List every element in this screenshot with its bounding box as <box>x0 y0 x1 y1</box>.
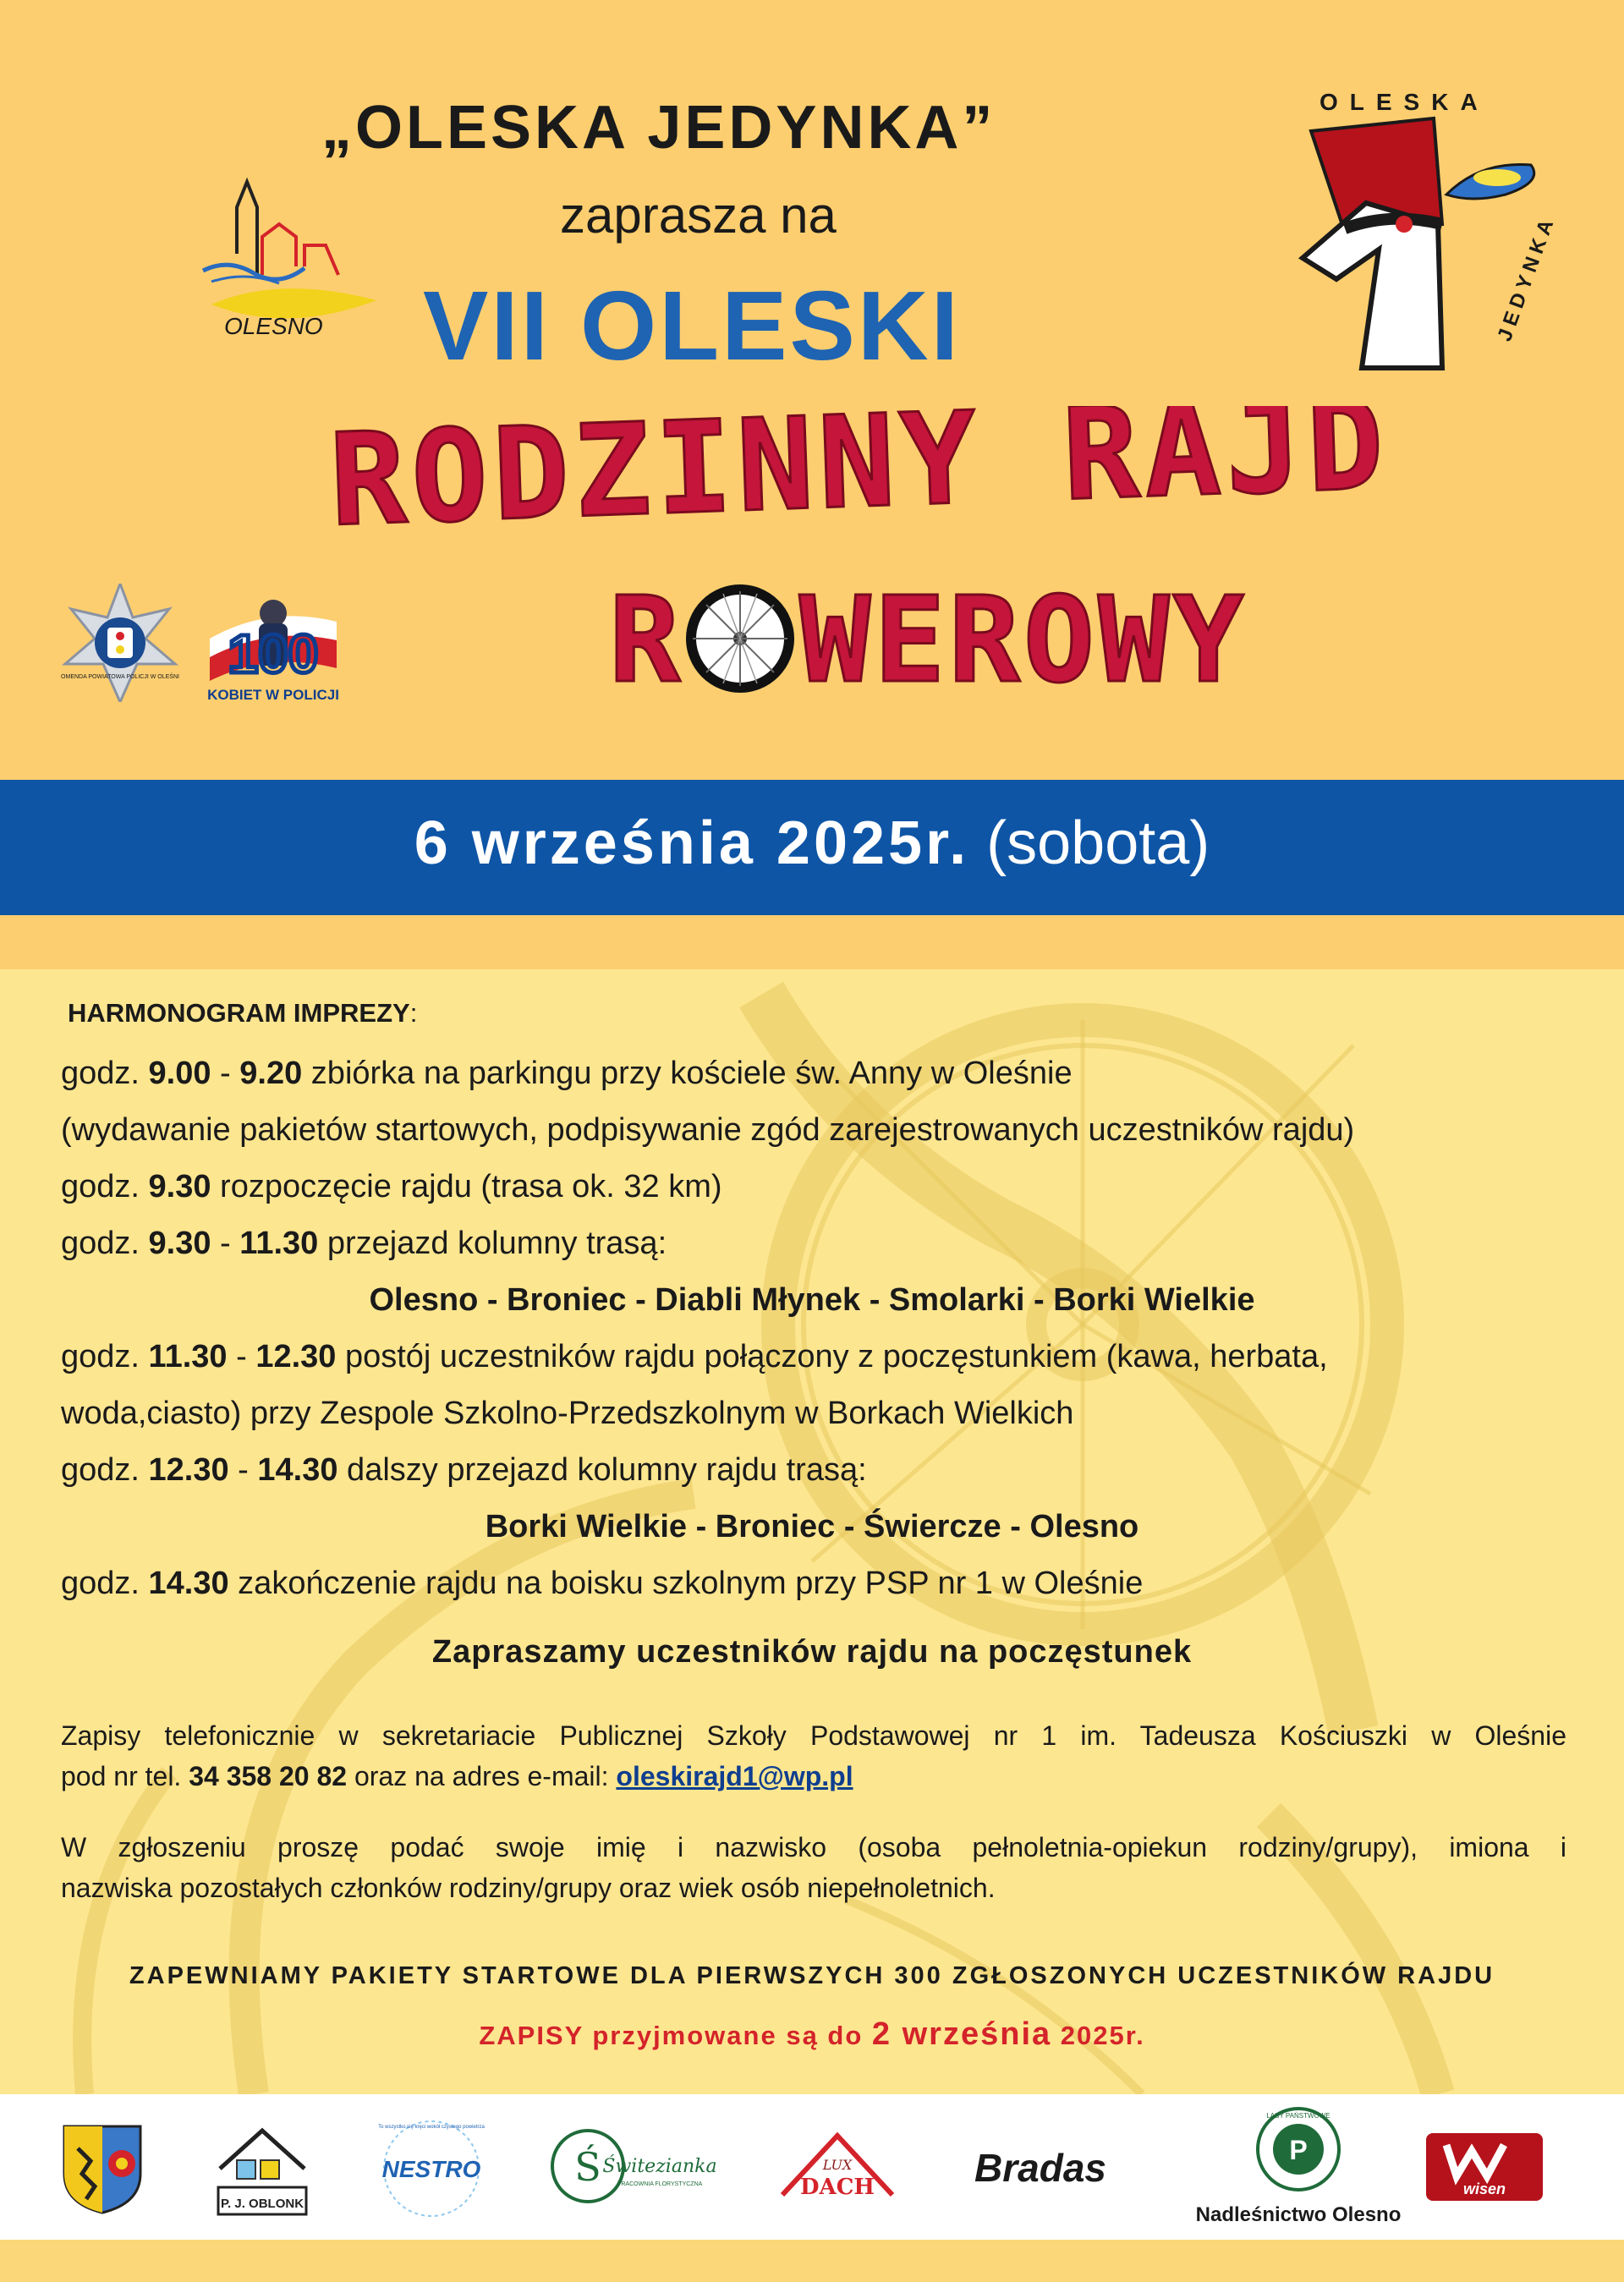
bradas-text: Bradas <box>974 2146 1106 2190</box>
deadline-notice <box>0 2016 1624 2053</box>
application-note <box>61 1827 1566 1908</box>
note-line-2: nazwiska pozostałych członków rodziny/grupy oraz wiek osób niepełnoletnich. <box>61 1873 996 1903</box>
s-time: 14.30 <box>148 1566 229 1601</box>
event-date-bold: 6 września 2025r. <box>414 809 970 877</box>
s-text: godz. <box>61 1056 149 1091</box>
s-time: 11.30 <box>239 1226 319 1261</box>
s-text: zakończenie rajdu na boisku szkolnym przy PSP nr 1 w Oleśnie <box>228 1566 1144 1601</box>
schedule-line-5 <box>61 1339 1328 1375</box>
s-time: 9.30 <box>148 1169 211 1204</box>
wisen-logo <box>1423 2130 1546 2204</box>
s-text: zbiórka na parkingu przy kościele św. Anny w Oleśnie <box>302 1056 1073 1091</box>
schedule-line-3 <box>61 1169 722 1205</box>
luxdach-lux: LUX <box>822 2157 853 2173</box>
s-text: godz. <box>61 1339 149 1374</box>
police-star-logo <box>61 584 179 702</box>
kobiet-number: 100 <box>228 623 319 684</box>
s-text: godz. <box>61 1452 149 1488</box>
oblonk-logo <box>211 2118 313 2219</box>
refreshment-invite: Zapraszamy uczestników rajdu na poczęstunek <box>431 1634 1193 1670</box>
s-text: godz. <box>61 1226 149 1261</box>
swietlanka-text: Świtezianka <box>602 2156 717 2177</box>
swietlanka-subtitle: PRACOWNIA FLORYSTYCZNA <box>617 2181 703 2187</box>
luxdach-dach: DACH <box>800 2175 875 2200</box>
s-text: godz. <box>61 1566 149 1601</box>
schedule-line-7 <box>61 1452 867 1489</box>
s-text: godz. <box>61 1169 149 1204</box>
powiat-coat-of-arms-logo <box>61 2123 144 2216</box>
schedule-line-8 <box>61 1566 1143 1602</box>
s-text: - <box>211 1226 240 1261</box>
s-text: dalszy przejazd kolumny rajdu trasą: <box>337 1452 867 1488</box>
schedule-heading-text: HARMONOGRAM IMPREZY <box>68 998 410 1028</box>
wisen-text: wisen <box>1462 2181 1506 2197</box>
page-title-organizer: „OLESKA JEDYNKA” <box>321 94 996 162</box>
s-time: 12.30 <box>255 1339 337 1374</box>
note-line-1: W zgłoszeniu proszę podać swoje imię i nazwisko (osoba pełnoletnia-opiekun rodziny/grupy), imiona i <box>61 1832 1566 1862</box>
event-edition-title: VII OLESKI <box>423 271 961 381</box>
event-date <box>0 809 1624 878</box>
event-day: (sobota) <box>969 809 1210 877</box>
s-time: 11.30 <box>148 1339 228 1374</box>
s-time: 9.20 <box>239 1056 303 1091</box>
footer-strip <box>0 2240 1624 2282</box>
schedule-heading <box>68 998 417 1029</box>
lasy-panstwowe-logo <box>1188 2103 1408 2230</box>
reg-text: oraz na adres e-mail: <box>347 1761 617 1791</box>
route-1: Olesno - Broniec - Diabli Młynek - Smolarki - Borki Wielkie <box>369 1282 1255 1318</box>
jedynka-logo-side-text: JEDYNKA <box>1493 211 1556 345</box>
rally-title-line2 <box>609 562 1370 706</box>
email-link[interactable]: oleskirajd1@wp.pl <box>616 1761 853 1791</box>
band-spacer <box>0 915 1624 969</box>
nestro-slogan: To wszystko się kręci wokół czystego powietrza <box>378 2125 485 2130</box>
s-time: 12.30 <box>148 1452 229 1488</box>
s-text: postój uczestników rajdu połączony z poczęstunkiem (kawa, herbata, <box>336 1339 1328 1374</box>
s-text: przejazd kolumny trasą: <box>318 1226 667 1261</box>
registration-line-1: Zapisy telefonicznie w sekretariacie Publicznej Szkoły Podstawowej nr 1 im. Tadeusza Kościuszki w Oleśnie <box>61 1720 1566 1751</box>
s-text: rozpoczęcie rajdu (trasa ok. 32 km) <box>211 1169 722 1204</box>
route-2: Borki Wielkie - Broniec - Świercze - Olesno <box>485 1509 1139 1544</box>
schedule-heading-colon: : <box>409 998 418 1028</box>
rally-title-rest: WEROWY <box>799 572 1248 706</box>
swietlanka-logo <box>546 2120 723 2213</box>
registration-line-2 <box>61 1756 1566 1797</box>
starter-packs-notice: ZAPEWNIAMY PAKIETY STARTOWE DLA PIERWSZYCH 300 ZGŁOSZONYCH UCZESTNIKÓW RAJDU <box>129 1962 1495 1989</box>
rally-title-r: R <box>609 572 681 706</box>
phone-number: 34 358 20 82 <box>189 1761 348 1791</box>
deadline-year: 2025r. <box>1051 2021 1145 2050</box>
bradas-logo <box>956 2141 1125 2200</box>
oblonk-text: P. J. OBLONK <box>220 2197 304 2211</box>
s-time: 14.30 <box>257 1452 338 1488</box>
registration-info <box>61 1715 1566 1797</box>
deadline-text: ZAPISY przyjmowane są do <box>479 2021 872 2050</box>
s-text: - <box>228 1452 258 1488</box>
olesno-logo <box>178 173 381 343</box>
kobiet-w-policji-logo <box>193 588 354 706</box>
svg-text:Ś: Ś <box>574 2144 601 2190</box>
jedynka-logo-top-text: OLESKA <box>1320 89 1490 115</box>
lasy-text: LASY PAŃSTWOWE <box>1266 2112 1330 2120</box>
schedule-line-6: woda,ciasto) przy Zespole Szkolno-Przedszkolnym w Borkach Wielkich <box>61 1396 1074 1431</box>
schedule-line-4 <box>61 1226 667 1262</box>
nestro-logo <box>364 2109 499 2228</box>
schedule-line-2: (wydawanie pakietów startowych, podpisywanie zgód zarejestrowanych uczestników rajdu) <box>61 1112 1355 1148</box>
luxdach-logo <box>774 2123 901 2216</box>
nestro-text: NESTRO <box>381 2156 481 2182</box>
s-text: - <box>227 1339 256 1374</box>
deadline-date: 2 września <box>871 2016 1052 2052</box>
invitation-text: zaprasza na <box>560 187 837 244</box>
s-text: - <box>211 1056 240 1091</box>
rally-title-line1-text: RODZINNY RAJD <box>332 406 1391 550</box>
rally-title-line1 <box>332 406 1516 550</box>
bicycle-wheel-icon <box>691 590 789 688</box>
schedule-line-1 <box>61 1056 1073 1092</box>
police-logo-text: KOMENDA POWIATOWA POLICJI W OLEŚNIE <box>61 674 179 680</box>
oleska-jedynka-logo <box>1252 85 1556 389</box>
sponsors-bar <box>0 2094 1624 2240</box>
svg-text:P: P <box>1289 2135 1308 2165</box>
reg-text: pod nr tel. <box>61 1761 189 1791</box>
kobiet-text: KOBIET W POLICJI <box>207 687 339 703</box>
nadlesnictwo-text: Nadleśnictwo Olesno <box>1195 2203 1402 2226</box>
olesno-logo-text: OLESNO <box>224 313 323 339</box>
s-time: 9.00 <box>148 1056 211 1091</box>
s-time: 9.30 <box>148 1226 211 1261</box>
